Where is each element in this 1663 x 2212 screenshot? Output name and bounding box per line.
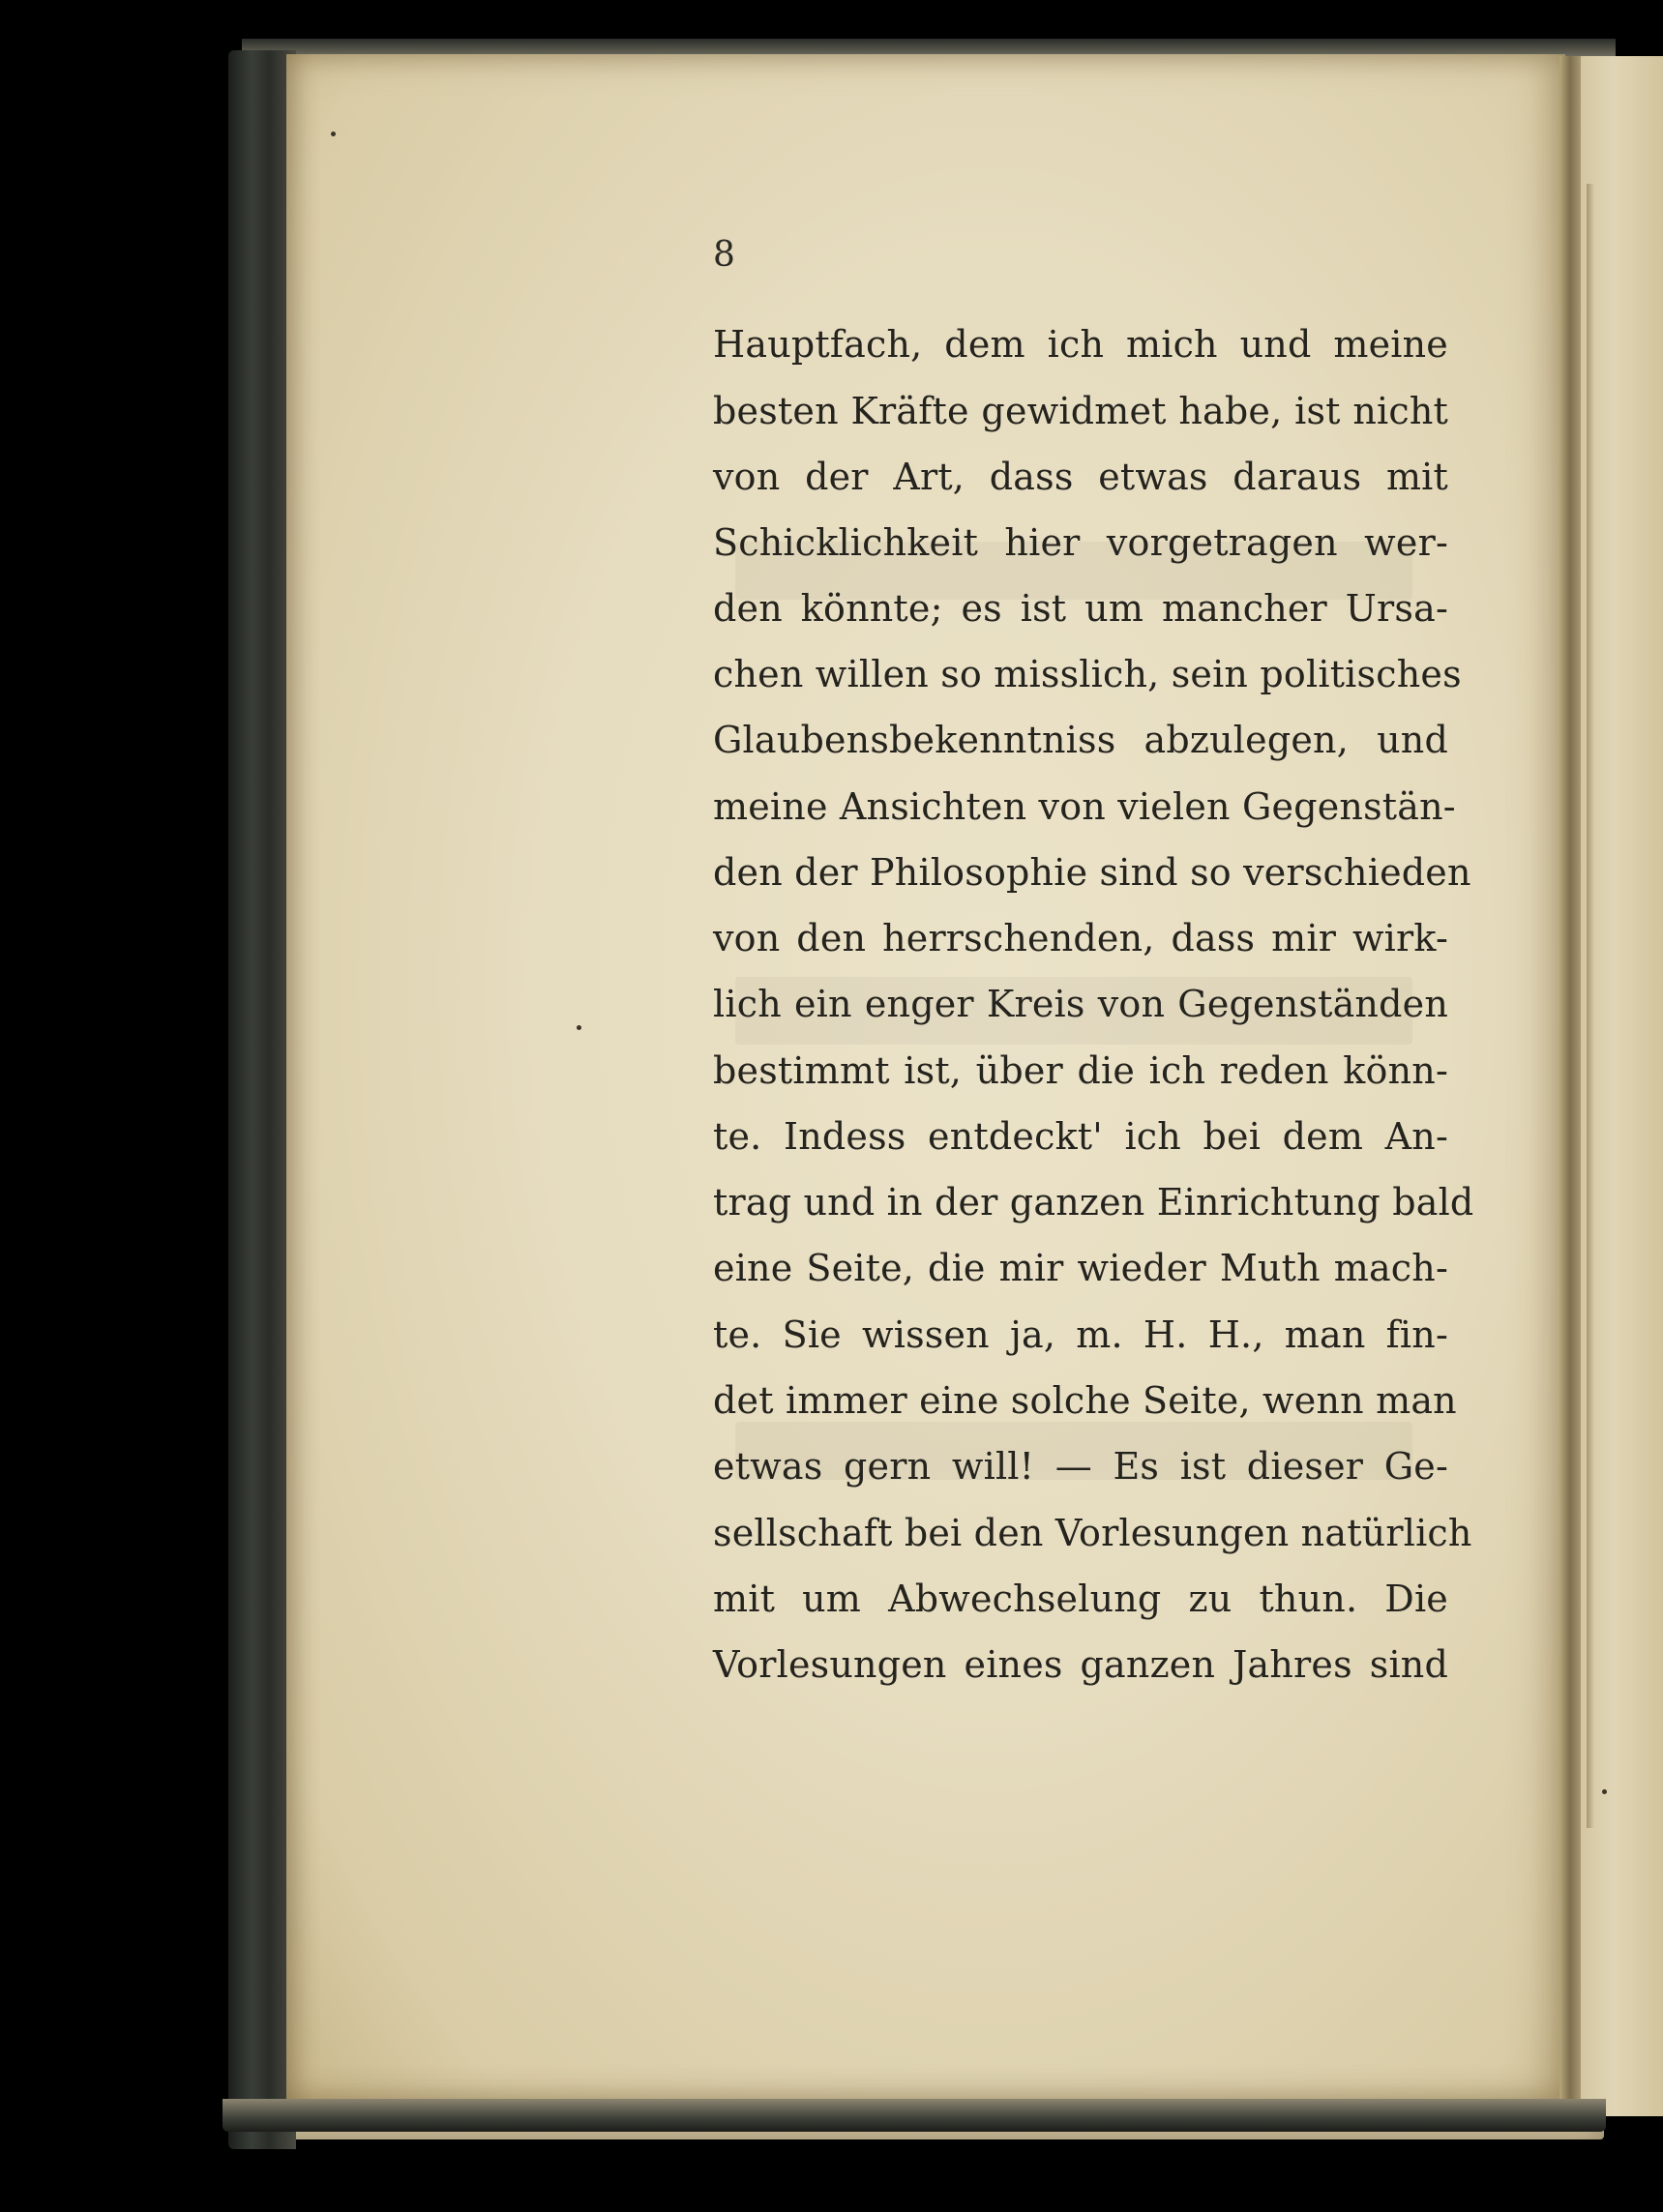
text-line: Schicklichkeit hier vorgetragen wer- [713,521,1448,564]
text-line: besten Kräfte gewidmet habe, ist nicht [713,390,1448,432]
text-line: etwas gern will! — Es ist dieser Ge- [713,1445,1448,1488]
page-number: 8 [713,235,735,275]
text-line: te. Indess entdeckt' ich bei dem An- [713,1115,1448,1158]
text-line: lich ein enger Kreis von Gegenständen [713,983,1448,1025]
text-line: Glaubensbekenntniss abzulegen, und [713,719,1448,761]
text-line: eine Seite, die mir wieder Muth mach- [713,1247,1448,1289]
speck [577,1025,581,1030]
speck [1602,1789,1607,1794]
text-line: trag und in der ganzen Einrichtung bald [713,1181,1474,1224]
bottom-edge [223,2099,1606,2132]
text-line: von der Art, dass etwas daraus mit [713,456,1448,498]
text-line: Hauptfach, dem ich mich und meine [713,323,1448,366]
text-line: sellschaft bei den Vorlesungen natürlich [713,1512,1472,1554]
text-line: mit um Abwechselung zu thun. Die [713,1578,1448,1620]
text-line: Vorlesungen eines ganzen Jahres sind [713,1643,1448,1686]
speck [331,132,336,136]
text-line: te. Sie wissen ja, m. H. H., man fin- [713,1313,1448,1356]
text-line: bestimmt ist, über die ich reden könn- [713,1049,1448,1092]
text-line: den könnte; es ist um mancher Ursa- [713,587,1448,630]
text-line: meine Ansichten von vielen Gegenstän- [713,785,1456,828]
book-gutter [1559,56,1581,2110]
text-line: chen willen so misslich, sein politisches [713,653,1462,695]
text-line: den der Philosophie sind so verschieden [713,851,1471,894]
facing-page-fold [1587,184,1594,1828]
text-line: det immer eine solche Seite, wenn man [713,1379,1457,1422]
text-line: von den herrschenden, dass mir wirk- [713,917,1448,959]
